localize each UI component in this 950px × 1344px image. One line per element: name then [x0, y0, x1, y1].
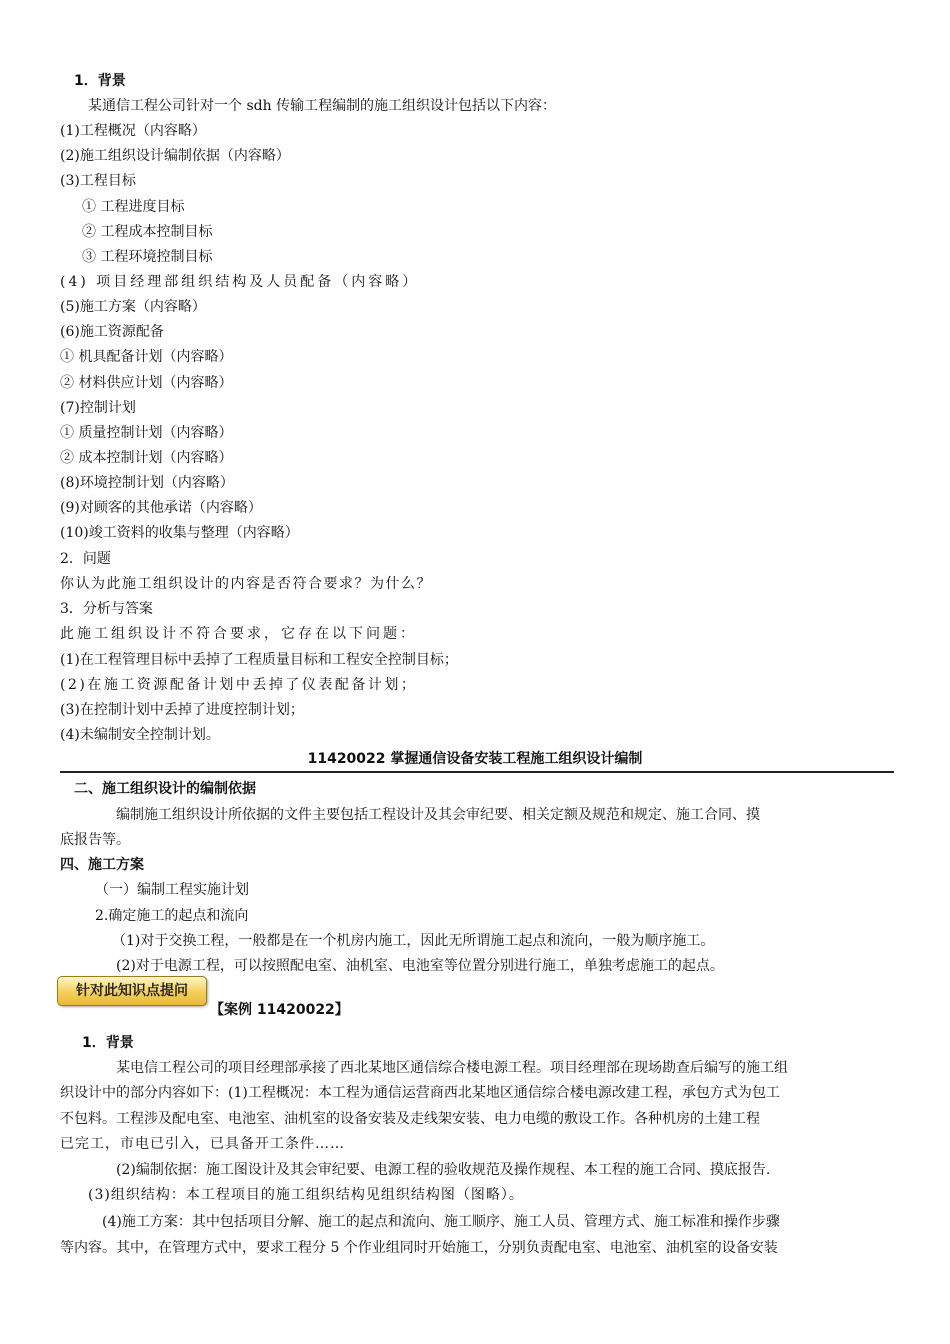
list-item: ① 工程进度目标 — [82, 199, 185, 215]
list-item: ② 工程成本控制目标 — [82, 224, 213, 240]
case-text-line: 已完工，市电已引入，已具备开工条件…… — [60, 1136, 345, 1152]
list-item: (2)施工组织设计编制依据（内容略） — [60, 148, 290, 164]
title-divider — [60, 771, 894, 773]
case-organization: (3)组织结构：本工程项目的施工组织结构见组织结构图（图略）。 — [88, 1187, 524, 1203]
list-item: (5)施工方案（内容略） — [60, 299, 206, 315]
list-item: ① 机具配备计划（内容略） — [60, 349, 233, 365]
background-intro: 某通信工程公司针对一个 sdh 传输工程编制的施工组织设计包括以下内容： — [88, 98, 557, 114]
plan-item: (2)对于电源工程，可以按照配电室、油机室、电池室等位置分别进行施工，单独考虑施工的起点。 — [116, 958, 724, 974]
case-background-heading: 1．背景 — [82, 1035, 134, 1051]
list-item: (6)施工资源配备 — [60, 324, 164, 340]
basis-text-line2: 底报告等。 — [60, 832, 130, 848]
list-item: (8)环境控制计划（内容略） — [60, 475, 234, 491]
list-item: (4) 项目经理部组织结构及人员配备（内容略） — [60, 274, 420, 290]
case-plan-line2: 等内容。其中，在管理方式中，要求工程分 5 个作业组同时开始施工，分别负责配电室、电池室、油机室的设备安装 — [60, 1240, 778, 1256]
answer-item: (4)未编制安全控制计划。 — [60, 727, 220, 743]
question-text: 你认为此施工组织设计的内容是否符合要求？为什么？ — [60, 576, 432, 592]
section-heading-background: 1．背景 — [74, 73, 126, 89]
case-text-line: 不包料。工程涉及配电室、电池室、油机室的设备安装及走线架安装、电力电缆的敷设工作。各种机房的土建工程 — [60, 1111, 760, 1127]
answer-item: (2)在施工资源配备计划中丢掉了仪表配备计划； — [60, 677, 418, 693]
answer-item: (3)在控制计划中丢掉了进度控制计划； — [60, 702, 304, 718]
case-title: 【案例 11420022】 — [210, 1002, 349, 1018]
list-item: (7)控制计划 — [60, 400, 136, 416]
list-item: (3)工程目标 — [60, 173, 136, 189]
case-plan-line1: (4)施工方案：其中包括项目分解、施工的起点和流向、施工顺序、施工人员、管理方式、施工标准和操作步骤 — [102, 1214, 780, 1230]
plan-heading: 四、施工方案 — [60, 857, 144, 873]
list-item: ② 成本控制计划（内容略） — [60, 450, 233, 466]
plan-item: （1)对于交换工程，一般都是在一个机房内施工，因此无所谓施工起点和流向，一般为顺序施工。 — [112, 933, 715, 949]
section-heading-analysis: 3．分析与答案 — [60, 601, 153, 617]
plan-subheading: （一）编制工程实施计划 — [95, 882, 249, 898]
list-item: (10)竣工资料的收集与整理（内容略） — [60, 525, 299, 541]
case-text-line: 某电信工程公司的项目经理部承接了西北某地区通信综合楼电源工程。项目经理部在现场勘查后编写的施工组 — [116, 1060, 788, 1076]
basis-text-line1: 编制施工组织设计所依据的文件主要包括工程设计及其会审纪要、相关定额及规范和规定、施工合同、摸 — [116, 807, 760, 823]
section-heading-question: 2．问题 — [60, 551, 111, 567]
list-item: ② 材料供应计划（内容略） — [60, 375, 233, 391]
basis-heading: 二、施工组织设计的编制依据 — [74, 781, 256, 797]
plan-subheading: 2.确定施工的起点和流向 — [95, 908, 249, 924]
case-text-line: 织设计中的部分内容如下：(1)工程概况：本工程为通信运营商西北某地区通信综合楼电源改建工程，承包方式为包工 — [60, 1085, 780, 1101]
list-item: ③ 工程环境控制目标 — [82, 249, 213, 265]
ask-question-button[interactable]: 针对此知识点提问 — [57, 976, 207, 1006]
analysis-intro: 此施工组织设计不符合要求，它存在以下问题： — [60, 626, 417, 642]
case-basis: (2)编制依据：施工图设计及其会审纪要、电源工程的验收规范及操作规程、本工程的施工合同、摸底报告. — [116, 1162, 771, 1178]
list-item: ① 质量控制计划（内容略） — [60, 425, 233, 441]
topic-title: 11420022 掌握通信设备安装工程施工组织设计编制 — [307, 751, 643, 767]
list-item: (9)对顾客的其他承诺（内容略） — [60, 500, 262, 516]
list-item: (1)工程概况（内容略） — [60, 123, 206, 139]
answer-item: (1)在工程管理目标中丢掉了工程质量目标和工程安全控制目标； — [60, 652, 458, 668]
